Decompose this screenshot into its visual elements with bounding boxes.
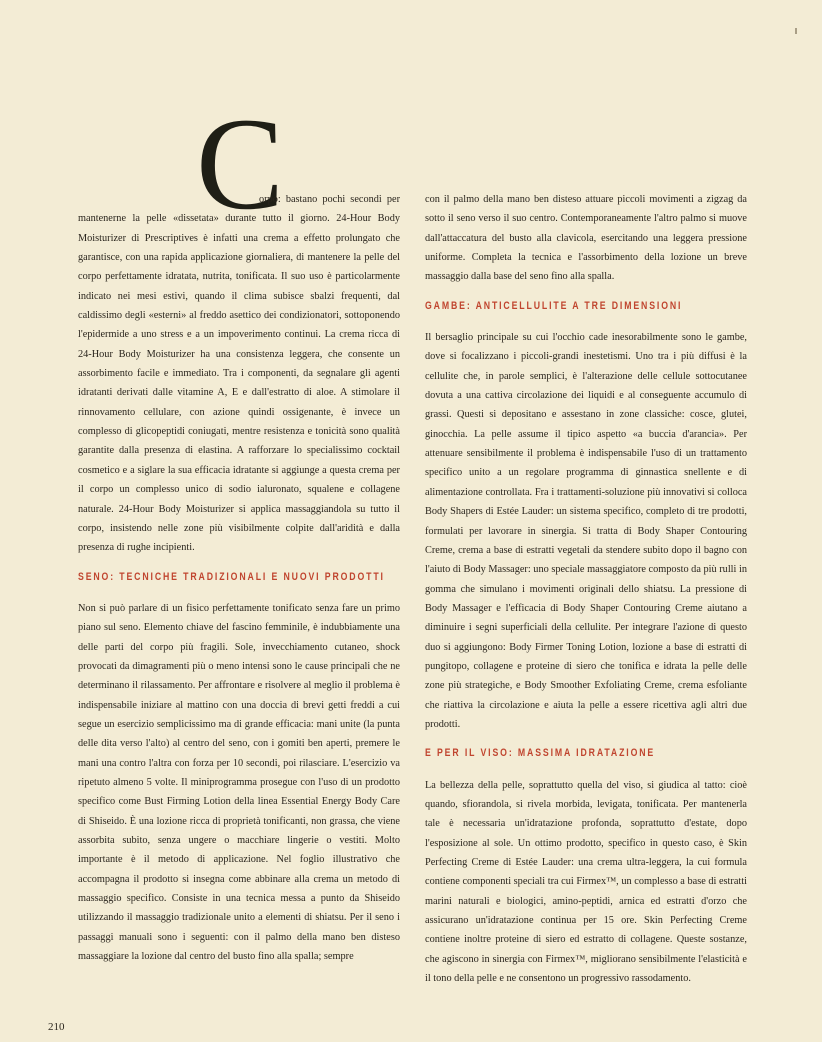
section-heading-viso: E PER IL VISO: MASSIMA IDRATAZIONE bbox=[425, 747, 656, 760]
intro-text: orpo: bastano pochi secondi per mantenerne la pelle «dissetata» durante tutto il giorno. 24-Hour Body Moisturizer di Prescriptives è infatti una crema a effetto prolungato che garantisce, con una rapida applicazione giornaliera, di mantenere la pelle del corpo perfettamente idratata, nutrita, tonificata. Il suo uso è particolarmente indicato nei mesi estivi, quando il clima subisce sbalzi frequenti, dal caldissimo degli «esterni» al freddo asettico dei condizionatori, sottoponendo l'epidermide a uno stress e a un impoverimento continui. La crema ricca di 24-Hour Body Moisturizer ha una consistenza leggera, che consente un assorbimento facile e immediato. Tra i componenti, da segnalare gli agenti idratanti derivati dalle vitamine A, E e dall'estratto di aloe. A stimolare il rinnovamento cellulare, con azione quindi ossigenante, è invece un complesso di glicopeptidi coniugati, mentre resistenza e tonicità sono qualità garantite dalla presenza di elastina. A rafforzare lo specialissimo cocktail cosmetico e a siglare la sua efficacia idratante si aggiunge a questa crema per il corpo un complesso unico di sodio ialuronato, squalene e collagene naturale. 24-Hour Body Moisturizer si applica massaggiandola su tutto il corpo, insistendo nelle zone più visibilmente colpite dall'aridità e dalla presenza di rughe incipienti. bbox=[78, 194, 400, 554]
print-mark bbox=[795, 28, 797, 34]
left-column bbox=[78, 90, 400, 966]
continuation-text: con il palmo della mano ben disteso attuare piccoli movimenti a zigzag da sotto il seno verso il suo centro. Contemporaneamente l'altro palmo si muove dall'attaccatura del busto alla clavicola, esercitando una leggera pressione uniforme. Completa la tecnica e l'assorbimento della lozione un breve massaggio dalla base del seno fino alla spalla. bbox=[425, 194, 747, 283]
section-viso-text: La bellezza della pelle, soprattutto quella del viso, si giudica al tatto: cioè quando, sfiorandola, si rivela morbida, levigata, tonificata. Per mantenerla tale è necessaria un'idratazione profonda, soprattutto d'estate, dopo l'esposizione al sole. Un ottimo prodotto, specifico in questo caso, è Skin Perfecting Creme di Estée Lauder: una crema ultra-leggera, la cui formula contiene componenti speciali tra cui Firmex™, un complesso a base di estratti marini naturali e biologici, amino-peptidi, arnica ed estratti d'orzo che assicurano un'idratazione continua per 15 ore. Skin Perfecting Creme contiene inoltre proteine di siero ed estratto di collagene. Queste sostanze, che agiscono in sinergia con Firmex™, migliorano sensibilmente l'elasticità e il tono della pelle e ne consentono un progressivo rassodamento. bbox=[425, 779, 747, 985]
section-heading-gambe: GAMBE: ANTICELLULITE A TRE DIMENSIONI bbox=[425, 299, 683, 312]
section-heading-seno: SENO: TECNICHE TRADIZIONALI E NUOVI PRODOTTI bbox=[78, 570, 385, 583]
page-number: 210 bbox=[48, 1021, 65, 1033]
dropcap-letter: C bbox=[196, 90, 285, 237]
section-gambe-text: Il bersaglio principale su cui l'occhio cade inesorabilmente sono le gambe, dove si focalizzano i piccoli-grandi inestetismi. Uno tra i più diffusi è la cellulite che, in parole semplici, è l'alterazione delle cellule sottocutanee dovuta a una cattiva circolazione dei liquidi e al conseguente accumulo di grassi. Questi si depositano e assestano in zone classiche: cosce, glutei, ginocchia. La pelle assume il tipico aspetto «a buccia d'arancia». Per attenuare sensibilmente il problema è indispensabile l'uso di un trattamento specifico unito a un regolare programma di ginnastica snellente e di alimentazione controllata. Fra i trattamenti-soluzione più innovativi si colloca Body Shapers di Estée Lauder: un sistema specifico, completo di tre prodotti, formulati per lavorare in sinergia. Si tratta di Body Shaper Contouring Creme, crema a base di estratti vegetali da stendere subito dopo il bagno con l'aiuto di Body Massager: uno speciale massaggiatore composto da più rulli in gomma che simulano i movimenti originali dello shiatsu. La pressione di Body Massager e l'efficacia di Body Shaper Contouring Creme aiutano a diminuire i segni superficiali della cellulite. Per integrare l'azione di questo duo si aggiungono: Body Firmer Toning Lotion, lozione a base di estratti di pungitopo, collagene e proteine di siero che tonifica e idrata la pelle delle zone più strategiche, e Body Smoother Exfoliating Creme, crema esfoliante che riattiva la circolazione e aiuta la pelle a essere ricettiva agli altri due prodotti. bbox=[425, 332, 747, 730]
intro-paragraph bbox=[78, 90, 400, 558]
right-column bbox=[425, 190, 747, 988]
section-seno-text: Non si può parlare di un fisico perfettamente tonificato senza fare un primo piano sul seno. Elemento chiave del fascino femminile, è indubbiamente una delle parti del corpo più fragili. Sole, invecchiamento cutaneo, shock provocati da dimagramenti più o meno intensi sono le cause principali che ne determinano il rilassamento. Per affrontare e risolvere al meglio il problema è indispensabile iniziare al mattino con una doccia di brevi getti freddi a cui segue un esercizio semplicissimo ma di grande efficacia: mani unite (la punta delle dita verso l'alto) al centro del seno, con i gomiti ben aperti, premere le mani una contro l'altra con forza per 10 secondi, poi rilasciare. L'esercizio va ripetuto almeno 5 volte. Il miniprogramma prosegue con l'uso di un prodotto specifico come Bust Firming Lotion della linea Essential Energy Body Care di Shiseido. È una lozione ricca di proprietà tonificanti, non grassa, che viene assorbita subito, senza ungere o macchiare lingerie o vestiti. Molto importante è il metodo di applicazione. Nel foglio illustrativo che accompagna il prodotto si insegna come abbinare alla crema un metodo di massaggio specifico. Consiste in una tecnica messa a punto da Shiseido utilizzando il massaggio tradizionale unito a elementi di shiatsu. Per il seno i passaggi manuali sono i seguenti: con il palmo della mano ben disteso massaggiare la lozione dal centro del busto fino alla spalla; sempre bbox=[78, 602, 400, 963]
